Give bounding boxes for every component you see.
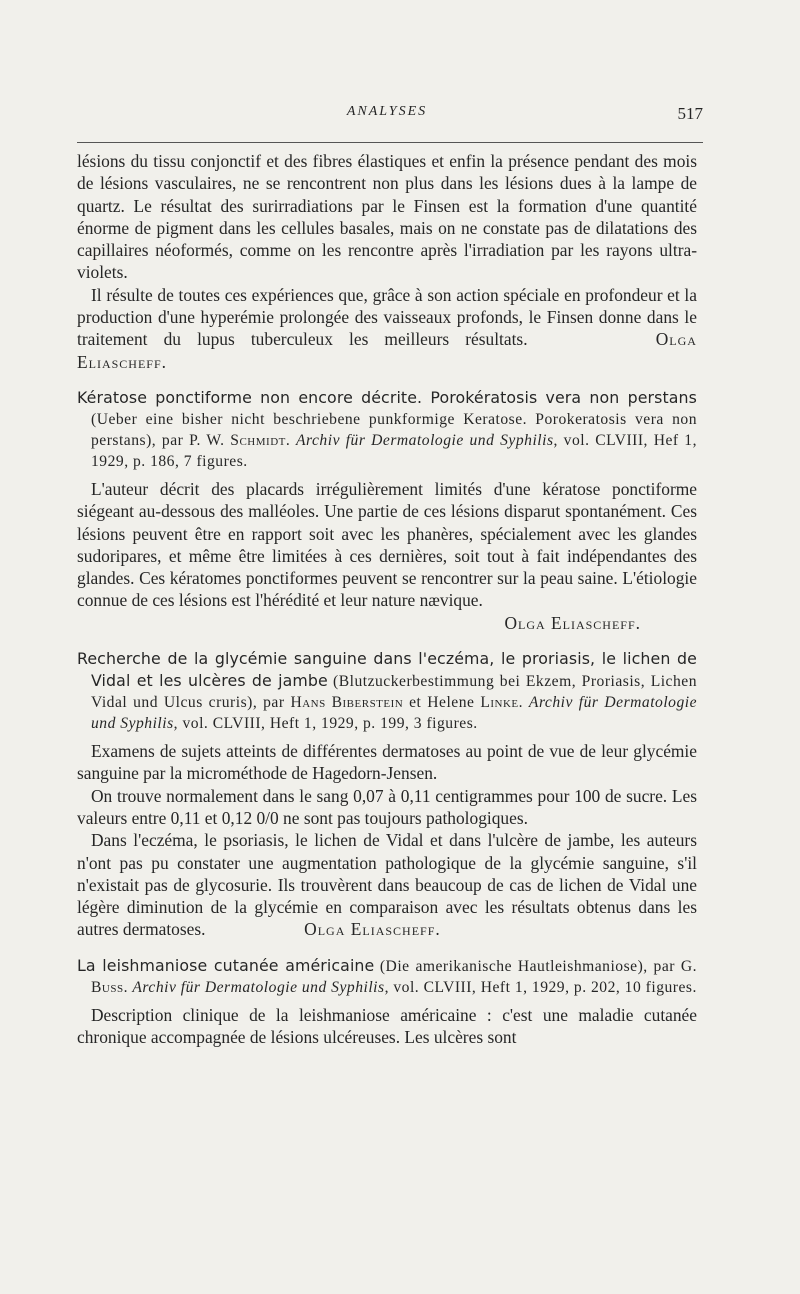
reference-details: , vol. CLVIII, Hef 1, 1929, p. 186, 7 figures. xyxy=(91,431,698,470)
page-body xyxy=(77,150,697,1048)
reference-sep: . xyxy=(123,978,133,996)
article-header xyxy=(77,648,697,734)
reference-journal: Archiv für Dermatologie und Syphilis xyxy=(296,431,554,449)
article-title: Recherche de la glycémie sanguine dans l'eczéma, le proriasis, le lichen de Vidal et les ulcères de jambe xyxy=(77,649,697,691)
reference-details: , vol. CLVIII, Heft 1, 1929, p. 202, 10 figures. xyxy=(384,978,697,996)
page-number: 517 xyxy=(677,104,703,123)
article-body: L'auteur décrit des placards irrégulièrement limités d'une kératose ponctiforme siégeant au-dessous des malléoles. Une partie de ces lésions disparut spontanément. Ces lésions peuvent être en rapport soit avec les phanères, spécialement avec les glandes sudoripares, et même être limitées à ces dernières, soit tout à fait indépendantes des glandes. Ces kératomes ponctiformes peuvent se rencontrer sur la peau saine. L'étiologie connue de ces lésions est l'hérédité et leur nature nævique. xyxy=(77,478,697,611)
article-header xyxy=(77,387,697,472)
article-signature-line xyxy=(77,612,697,634)
reference-sep: et Helene xyxy=(403,694,481,712)
continuation-paragraph: lésions du tissu conjonctif et des fibres élastiques et enfin la présence pendant des mois de lésions vasculaires, ne se rencontrent non plus dans les lésions dues à la lampe de quartz. Le résultat des surirradiations par le Finsen est la formation d'une quantité énorme de pigment dans les cellules basales, mais on ne constate pas de dilatations des capillaires néoformés, comme on les rencontre après l'irradiation par les rayons ultra-violets. xyxy=(77,151,697,283)
signature: Olga Eliascheff. xyxy=(304,919,441,940)
reference-author-2: Linke xyxy=(480,694,519,712)
reference-author: Schmidt xyxy=(230,431,286,449)
reference-sep: . xyxy=(285,431,296,449)
reference-text: (Ueber eine bisher nicht beschriebene punkformige Keratose. Porokeratosis vera non perstans), par P. W. xyxy=(91,410,697,449)
article-header xyxy=(77,955,697,998)
article-body: On trouve normalement dans le sang 0,07 à 0,11 centigrammes pour 100 de sucre. Les valeurs entre 0,11 et 0,12 0/0 ne sont pas toujours pathologiques. xyxy=(77,785,697,828)
article-body-text: Dans l'eczéma, le psoriasis, le lichen de Vidal et dans l'ulcère de jambe, les auteurs n'ont pas pu constater une augmentation pathologique de la glycémie sanguine, s'il n'existait pas de glycosurie. Ils trouvèrent dans beaucoup de cas de lichen de Vidal une légère diminution de la glycémie en comparaison avec les résultats obtenus dans les autres dermatoses. xyxy=(77,830,697,940)
article-body xyxy=(77,829,697,940)
continuation-paragraph-2-text: Il résulte de toutes ces expériences que, grâce à son action spéciale en profondeur et la production d'une hyperémie prolongée des vaisseaux profonds, le Finsen donne dans le traitement du lupus tuberculeux les meilleurs résultats. xyxy=(77,284,697,350)
continuation-paragraph-2 xyxy=(77,284,697,373)
signature: Olga Eliascheff. xyxy=(77,329,697,372)
reference-journal: Archiv für Dermatologie und Syphilis xyxy=(132,978,385,996)
running-head xyxy=(77,104,703,128)
reference-text: (Die amerikanische Hautleishmaniose), par G. xyxy=(379,957,698,975)
reference-sep-2: . xyxy=(518,694,529,712)
article-reference xyxy=(91,411,697,470)
reference-author: Hans Biberstein xyxy=(290,694,404,712)
reference-text: (Blutzuckerbestimmung bei Ekzem, Proriasis, Lichen Vidal und Ulcus cruris), par xyxy=(91,673,697,712)
article-title: Kératose ponctiforme non encore décrite. Porokératosis vera non perstans xyxy=(77,387,697,407)
reference-journal: Archiv für Dermatologie und Syphilis xyxy=(91,694,698,733)
reference-author: Buss xyxy=(91,978,124,996)
article-body: Description clinique de la leishmaniose américaine : c'est une maladie cutanée chronique accompagnée de lésions ulcéreuses. Les ulcères sont xyxy=(77,1004,697,1048)
signature: Olga Eliascheff. xyxy=(504,612,641,633)
article-body: Examens de sujets atteints de différentes dermatoses au point de vue de leur glycémie sanguine par la microméthode de Hagedorn-Jensen. xyxy=(77,741,697,784)
running-head-title: ANALYSES xyxy=(346,104,428,119)
header-rule xyxy=(77,142,703,143)
article-title: La leishmaniose cutanée américaine xyxy=(77,955,375,975)
reference-details: , vol. CLVIII, Heft 1, 1929, p. 199, 3 figures. xyxy=(173,715,478,733)
